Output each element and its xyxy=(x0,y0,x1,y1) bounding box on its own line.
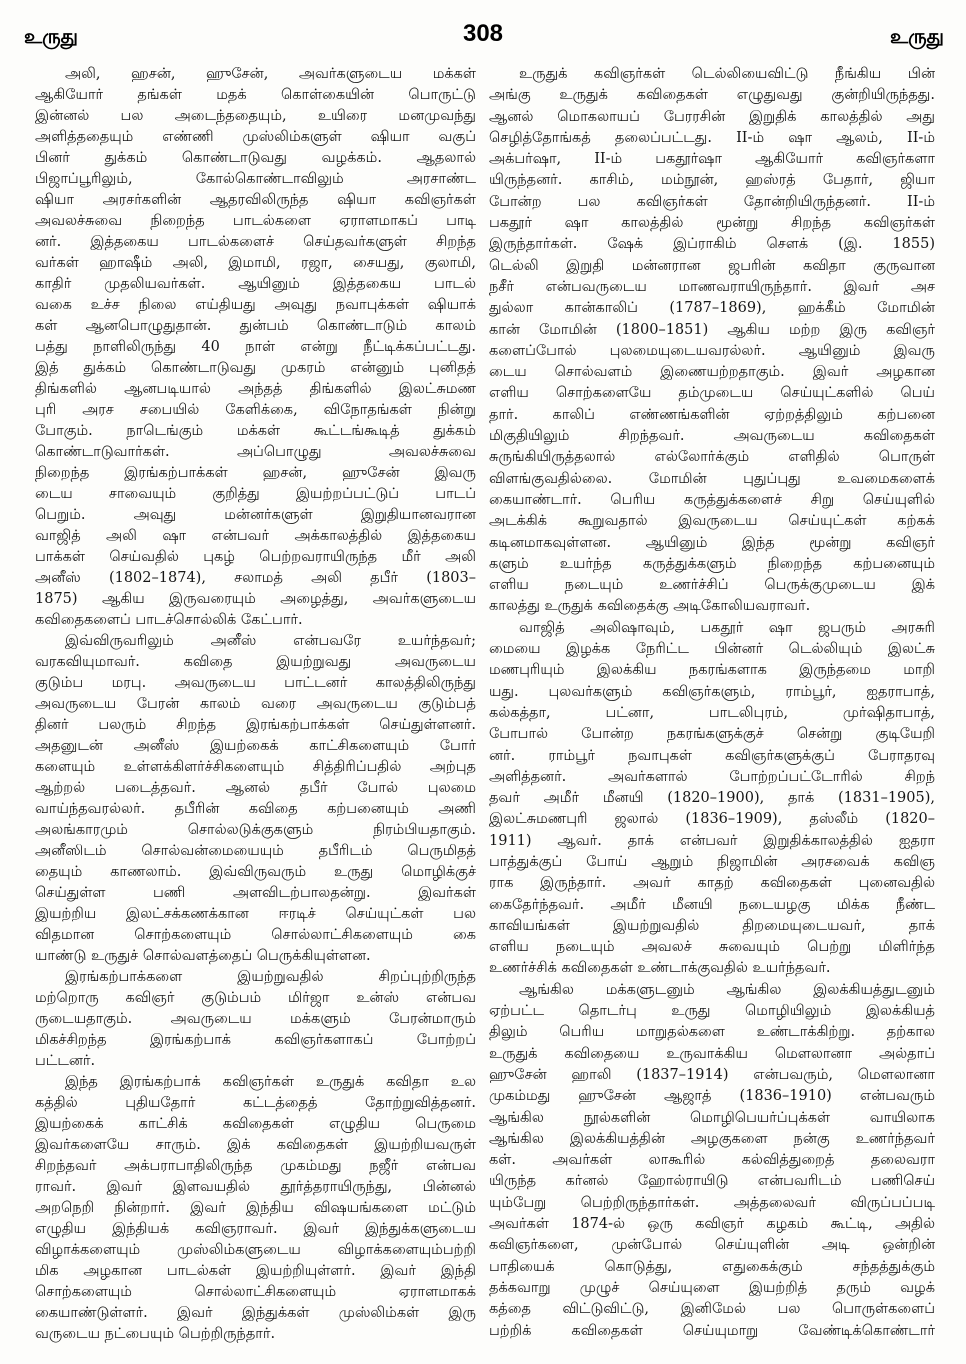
text-line: கத்தில் புதியதோர் கட்டத்தைத் தோற்றுவித்தனர். xyxy=(35,1095,476,1111)
text-line: திங்களில் ஆனபடியால் அந்தத் திங்களில் இலட்சுமண xyxy=(35,381,476,397)
text-line: வரகவியுமாவர். கவிதை இயற்றுவது அவருடைய xyxy=(35,654,476,670)
text-line: மையை இழக்க நேரிட்ட பின்னர் டெல்லியும் இலட்சு xyxy=(489,641,935,658)
text-line: ஆனல் மொகலாயப் பேரரசின் இறுதிக் காலத்தில் அது xyxy=(489,108,935,125)
text-line: அனீஸ் (1802–1874), சலாமத் அலி தபீர் (1803– xyxy=(35,570,476,586)
text-line: காவியங்கள் இயற்றுவதில் திறமையுடையவர், தாக் xyxy=(489,917,935,934)
text-line: திலும் பெரிய மாறுதல்களை உண்டாக்கிற்று. தற்கால xyxy=(489,1024,935,1041)
text-line: அவலச்சுவை நிறைந்த பாடல்களை ஏராளமாகப் பாடி xyxy=(35,213,476,229)
text-line: ஆகியோர் தங்கள் மதக் கொள்கையின் பொருட்டு xyxy=(35,87,476,103)
text-line: கான் மோமின் (1800–1851) ஆகிய மற்ற இரு கவிஞர் xyxy=(489,321,935,338)
text-line: மிகச்சிறந்த இரங்கற்பாக் கவிஞர்களாகப் போற்றப் xyxy=(35,1032,476,1048)
text-line: துல்லா கான்காலிப் (1787–1869), ஹக்கீம் மோமின் xyxy=(489,300,935,317)
text-line: கையாண்டார். பெரிய கருத்துக்களைச் சிறு செய்யுளில் xyxy=(489,491,935,508)
text-line: அறநெறி நின்றார். இவர் இந்திய விஷயங்களை மட்டும் xyxy=(35,1200,476,1216)
text-line: டெல்லி இறுதி மன்னரான ஜபரின் கவிதா குருவான xyxy=(489,257,935,274)
text-line: வருடைய நட்பையும் பெற்றிருந்தார். xyxy=(35,1326,276,1342)
text-line: கையாண்டுள்ளர். இவர் இந்துக்கள் முஸ்லிம்கள் இரு xyxy=(35,1305,476,1321)
text-line: மணபுரியும் இலக்கிய நகரங்களாக இருந்தமை மாறி xyxy=(489,662,935,679)
text-line: வகை உச்ச நிலை எய்தியது அவுது நவாபுக்கள் ஷியாக் xyxy=(35,297,476,313)
text-line: இரங்கற்பாக்களை இயற்றுவதில் சிறப்புற்றிருந்த xyxy=(65,969,476,985)
paragraph xyxy=(35,1072,476,1345)
right-column xyxy=(489,64,935,1356)
text-line: பினர் துக்கம் கொண்டாடுவது வழக்கம். ஆதலால் xyxy=(35,150,476,166)
text-line: சிறந்தவர் அக்பராபாதிலிருந்த முகம்மது நஜீர் என்பவ xyxy=(35,1158,476,1174)
text-line: நசீர் என்பவருடைய மாணவராயிருந்தார். இவர் அச xyxy=(489,278,935,295)
text-line: களைப்போல் புலமையுடையவரல்லர். ஆயினும் இவரு xyxy=(489,342,935,359)
text-line: ஆங்கில இலக்கியத்தின் அழகுகளை நன்கு உணர்ந்தவர் xyxy=(489,1130,935,1147)
text-line: இந்த இரங்கற்பாக் கவிஞர்கள் உருதுக் கவிதா உல xyxy=(65,1074,476,1090)
text-line: னர். இத்தகைய பாடல்களைச் செய்தவர்களுள் சிறந்த xyxy=(35,234,476,250)
paragraph xyxy=(35,64,476,631)
text-line: ஹுசேன் ஹாலி (1837–1914) என்பவரும், மௌலானா xyxy=(489,1066,935,1083)
text-line: கைதேர்ந்தவர். அமீர் மீனயி நடையழகு மிக்க நீண்ட xyxy=(489,896,935,913)
text-line: இவ்விருவரிலும் அனீஸ் என்பவரே உயர்ந்தவர்; xyxy=(65,633,476,649)
text-line: இவர்களையே சாரும். இக் கவிதைகள் இயற்றியவருள் xyxy=(35,1137,476,1153)
text-line: கத்தை விட்டுவிட்டு, இனிமேல் பல பொருள்களைப் xyxy=(489,1301,935,1318)
text-line: யாண்டு உருதுச் சொல்வளத்தைப் பெருக்கியுள்ளன. xyxy=(35,948,371,964)
text-line: உருதுக் கவிஞர்கள் டெல்லியைவிட்டு நீங்கிய பின் xyxy=(519,66,935,82)
text-line: பெறும். அவுது மன்னர்களுள் இறுதியானவரான xyxy=(35,507,476,523)
text-line: பாதியைக் கொடுத்து, எதுகைக்கும் சந்தத்துக்கும் xyxy=(489,1258,935,1275)
running-head-left: உருது xyxy=(24,24,79,48)
text-line: கவிஞர்களை, முன்போல் செய்யுளின் அடி ஒன்றின் xyxy=(489,1237,935,1254)
text-line: தையும் காணலாம். இவ்விருவரும் உருது மொழிக்குச் xyxy=(35,864,476,880)
text-line: புரி அரச சபையில் கேளிக்கை, விநோதங்கள் நின்று xyxy=(35,402,476,418)
text-line: ராவர். இவர் இளவயதில் தூர்த்தராயிருந்து, பின்னல் xyxy=(35,1179,476,1195)
text-line: அலி, ஹசன், ஹுசேன், அவர்களுடைய மக்கள் xyxy=(65,66,476,82)
text-line: ஆங்கில நூல்களின் மொழிபெயர்ப்புக்கள் வாயிலாக xyxy=(489,1109,935,1126)
text-line: டைய சாவையும் குறித்து இயற்றப்பட்டுப் பாடப் xyxy=(35,486,476,502)
text-line: கள். அவர்கள் லாகூரில் கல்வித்துறைத் தலைவரா xyxy=(489,1152,935,1169)
text-line: அக்பர்ஷா, II-ம் பகதூர்ஷா ஆகியோர் கவிஞர்களா xyxy=(489,151,935,168)
text-line: பட்டனர். xyxy=(35,1053,96,1069)
text-line: எளிய சொற்களையே தம்முடைய செய்யுட்களில் பெய் xyxy=(489,385,935,402)
text-line: மிகுதியிலும் சிறந்தவர். அவருடைய கவிதைகள் xyxy=(489,428,935,445)
text-line: சொற்களையும் சொல்லாட்சிகளையும் ஏராளமாகக் xyxy=(35,1284,476,1300)
text-line: ஆற்றல் படைத்தவர். ஆனல் தபீர் போல் புலமை xyxy=(35,780,476,796)
text-line: இத் துக்கம் கொண்டாடுவது முகரம் என்னும் புனிதத் xyxy=(35,360,476,376)
text-line: நிறைந்த இரங்கற்பாக்கள் ஹசன், ஹுசேன் இவரு xyxy=(35,465,476,481)
text-line: ஆங்கில மக்களுடனும் ஆங்கில இலக்கியத்துடனும் xyxy=(519,981,935,998)
text-line: விளங்குவதில்லை. மோமின் புதுப்புது உவமைகளைக் xyxy=(489,470,935,487)
text-line: உருதுக் கவிதையை உருவாக்கிய மௌலானா அல்தாப் xyxy=(489,1045,935,1062)
running-head-right: உருது xyxy=(889,24,944,48)
text-line: அளித்தனர். அவர்களால் போற்றப்பட்டோரில் சிறந் xyxy=(489,768,935,785)
text-line: பகதூர் ஷா காலத்தில் மூன்று சிறந்த கவிஞர்கள் xyxy=(489,215,935,232)
paragraph xyxy=(35,631,476,967)
text-line: ராக இருந்தார். அவர் காதற் கவிதைகள் புனைவதில் xyxy=(489,875,935,892)
text-line: காலத்து உருதுக் கவிதைக்கு அடிகோலியவராவர். xyxy=(489,598,811,615)
text-line: வர்கள் ஹாஷீம் அலி, இமாமி, ரஜா, சையது, குலாமி, xyxy=(35,255,476,271)
text-line: போகும். நாடெங்கும் மக்கள் கூட்டங்கூடித் துக்கம் xyxy=(35,423,476,439)
text-line: போபால் போன்ற நகரங்களுக்குச் சென்று குடியேறி xyxy=(489,726,935,743)
text-line: அளித்ததையும் எண்ணி முஸ்லிம்களுள் ஷியா வகுப் xyxy=(35,129,476,145)
text-line: டைய சொல்வளம் இணையற்றதாகும். இவர் அழகான xyxy=(489,364,935,381)
text-line: இயற்றிய இலட்சக்கணக்கான ஈரடிச் செய்யுட்கள் பல xyxy=(35,906,476,922)
text-line: பாத்துக்குப் போய் ஆறும் நிஜாமின் அரசவைக் கவிஞ xyxy=(489,853,935,870)
text-line: செய்துள்ள பணி அளவிடற்பாலதன்று. இவர்கள் xyxy=(35,885,476,901)
paragraph xyxy=(489,980,935,1342)
text-line: யிருந்த கர்னல் ஹோல்ராயிடு என்பவரிடம் பணிசெய் xyxy=(489,1173,935,1190)
text-line: சுருங்கியிருத்தலால் எல்லோர்க்கும் எளிதில் பொருள் xyxy=(489,449,935,466)
left-column xyxy=(35,64,476,1356)
text-line: கவிதைகளைப் பாடச்சொல்லிக் கேட்பார். xyxy=(35,612,303,628)
text-line: எழுதிய இந்தியக் கவிஞராவர். இவர் இந்துக்களுடைய xyxy=(35,1221,476,1237)
paragraph xyxy=(489,64,935,618)
text-line: பாக்கள் செய்வதில் புகழ் பெற்றவராயிருந்த மீர் அலி xyxy=(35,549,476,565)
page-number: 308 xyxy=(462,20,504,47)
text-line: முகம்மது ஹுசேன் ஆஜாத் (1836–1910) என்பவரும் xyxy=(489,1088,935,1105)
text-line: விதமான சொற்களையும் சொல்லாட்சிகளையும் கை xyxy=(35,927,476,943)
text-line: களும் உயர்ந்த கருத்துக்களும் நிறைந்த கற்பனையும் xyxy=(489,555,935,572)
text-line: பிஜாப்பூரிலும், கோல்கொண்டாவிலும் அரசாண்ட xyxy=(35,171,476,187)
text-line: இலட்சுமணபுரி ஜலால் (1836–1909), தஸ்லீம் (1820– xyxy=(489,811,935,828)
text-line: வாஜித் அலி ஷா என்பவர் அக்காலத்தில் இத்தகைய xyxy=(35,528,476,544)
text-line: பற்றிக் கவிதைகள் செய்யுமாறு வேண்டிக்கொண்டார் xyxy=(489,1322,935,1339)
text-line: மிக அழகான பாடல்கள் இயற்றியுள்ளர். இவர் இந்தி xyxy=(35,1263,476,1279)
text-line: யிருந்தனர். காசிம், மம்நூன், ஹஸ்ரத் பேதார், ஜியா xyxy=(489,172,935,189)
text-line: ஷியா அரசர்களின் ஆதரவிலிருந்த ஷியா கவிஞர்கள் xyxy=(35,192,476,208)
text-line: வாய்ந்தவரல்லர். தபீரின் கவிதை கற்பனையும் அணி xyxy=(35,801,476,817)
text-line: இயற்கைக் காட்சிக் கவிதைகள் எழுதிய பெருமை xyxy=(35,1116,476,1132)
text-line: தவர் அமீர் மீனயி (1820–1900), தாக் (1831–1905), xyxy=(489,790,935,807)
text-line: அவருடைய பேரன் காலம் வரை அவருடைய குடும்பத் xyxy=(35,696,476,712)
text-line: போன்ற பல கவிஞர்கள் தோன்றியிருந்தனர். II-ம் xyxy=(489,193,935,210)
text-line: தார். காலிப் எண்ணங்களின் ஏற்றத்திலும் கற்பனை xyxy=(489,406,935,423)
text-line: அடக்கிக் கூறுவதால் இவருடைய செய்யுட்கள் கற்கக் xyxy=(489,513,935,530)
text-line: குடும்ப மரபு. அவருடைய பாட்டனர் காலத்திலிருந்து xyxy=(35,675,476,691)
text-line: அதனுடன் அனீஸ் இயற்கைக் காட்சிகளையும் போர் xyxy=(35,738,476,754)
text-line: அலங்காரமும் சொல்லடுக்குகளும் நிரம்பியதாகும். xyxy=(35,822,476,838)
text-line: 1911) ஆவர். தாக் என்பவர் இறுதிக்காலத்தில் ஐதரா xyxy=(489,832,935,849)
text-line: உணர்ச்சிக் கவிதைகள் உண்டாக்குவதில் உயர்ந்தவர். xyxy=(489,960,831,977)
text-line: மற்றொரு கவிஞர் குடும்பம் மிர்ஜா உன்ஸ் என்பவ xyxy=(35,990,476,1006)
text-line: கடினமாகவுள்ளன. ஆயினும் இந்த மூன்று கவிஞர் xyxy=(489,534,935,551)
text-line: அவர்கள் 1874-ல் ஒரு கவிஞர் கழகம் கூட்டி, அதில் xyxy=(489,1216,935,1233)
text-line: அனீஸிடம் சொல்வன்மையையும் தபீரிடம் பெருமிதத் xyxy=(35,843,476,859)
text-line: இருந்தார்கள். ஷேக் இப்ராகிம் சௌக் (இ. 1855) xyxy=(489,236,935,253)
text-line: தக்கவாறு முழுச் செய்யுளை இயற்றித் தரும் வழக் xyxy=(489,1279,935,1296)
text-line: வாஜித் அலிஷாவும், பகதூர் ஷா ஜபரும் அரசுரி xyxy=(519,619,935,636)
text-line: எளிய நடையும் உணர்ச்சிப் பெருக்குமுடைய இக் xyxy=(489,577,935,594)
paragraph xyxy=(35,967,476,1072)
text-line: தினர் பலரும் சிறந்த இரங்கற்பாக்கள் செய்துள்ளனர். xyxy=(35,717,476,733)
text-line: இன்னல் பல அடைந்ததையும், உயிரை மனமுவந்து xyxy=(35,108,476,124)
text-line: செழித்தோங்கத் தலைப்பட்டது. II-ம் ஷா ஆலம், II-ம் xyxy=(489,129,935,146)
text-line: காதிர் முதலியவர்கள். ஆயினும் இத்தகைய பாடல் xyxy=(35,276,476,292)
text-line: ஏற்பட்ட தொடர்பு உருது மொழியிலும் இலக்கியத் xyxy=(489,1003,935,1020)
text-line: விழாக்களையும் முஸ்லிம்களுடைய விழாக்களையும்பற்றி xyxy=(35,1242,476,1258)
paragraph xyxy=(489,618,935,980)
text-line: அங்கு உருதுக் கவிதைகள் எழுதுவது குன்றியிருந்தது. xyxy=(489,87,935,104)
text-line: யது. புலவர்களும் கவிஞர்களும், ராம்பூர், ஐதராபாத், xyxy=(489,683,935,700)
text-line: யும்பேறு பெற்றிருந்தார்கள். அத்தலைவர் விருப்பப்படி xyxy=(489,1194,935,1211)
text-line: பத்து நாளிலிருந்து 40 நாள் என்று நீட்டிக்கப்பட்டது. xyxy=(35,339,476,355)
text-line: 1875) ஆகிய இருவரையும் அழைத்து, அவர்களுடைய xyxy=(35,591,476,607)
text-line: கள் ஆனபொழுதுதான். துன்பம் கொண்டாடும் காலம் xyxy=(35,318,476,334)
text-line: எளிய நடையும் அவலச் சுவையும் பெற்று மிளிர்ந்த xyxy=(489,939,935,956)
text-line: னர். ராம்பூர் நவாபுகள் கவிஞர்களுக்குப் பேராதரவு xyxy=(489,747,935,764)
text-line: கொண்டாடுவார்கள். அப்பொழுது அவலச்சுவை xyxy=(35,444,476,460)
text-line: ருடையதாகும். அவருடைய மக்களும் பேரன்மாரும் xyxy=(35,1011,476,1027)
text-line: களையும் உள்ளக்கிளர்ச்சிகளையும் சித்திரிப்பதில் அற்புத xyxy=(35,759,476,775)
text-line: கல்கத்தா, பட்னா, பாடலிபுரம், முர்ஷிதாபாத், xyxy=(489,704,935,721)
